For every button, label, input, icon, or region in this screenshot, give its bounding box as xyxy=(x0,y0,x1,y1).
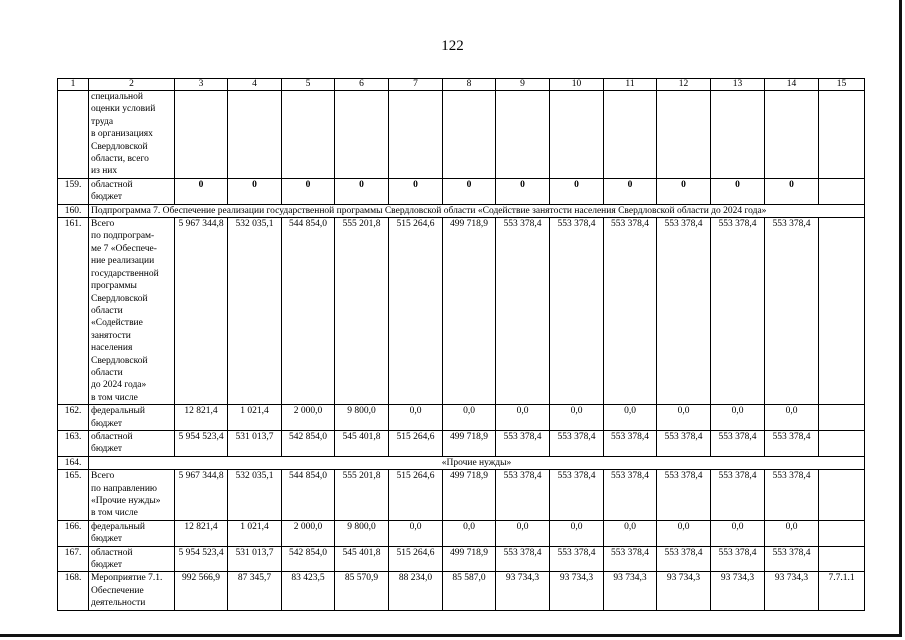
value-cell: 553 378,4 xyxy=(550,218,604,405)
header-cell-11: 11 xyxy=(604,79,657,91)
value-cell: 515 264,6 xyxy=(389,546,443,572)
header-cell-9: 9 xyxy=(496,79,550,91)
page-number: 122 xyxy=(441,38,464,54)
value-cell: 93 734,3 xyxy=(604,572,657,610)
value-cell: 0,0 xyxy=(765,520,819,546)
row-label xyxy=(89,178,175,204)
target-cell xyxy=(819,546,865,572)
value-cell: 93 734,3 xyxy=(765,572,819,610)
row-label-line: «Содействие xyxy=(91,318,143,329)
header-cell-14: 14 xyxy=(765,79,819,91)
target-cell xyxy=(819,218,865,405)
value-cell xyxy=(711,91,765,179)
value-cell: 542 854,0 xyxy=(282,546,335,572)
value-cell: 0,0 xyxy=(496,520,550,546)
table-row xyxy=(58,218,865,405)
value-cell: 0 xyxy=(711,178,765,204)
value-cell: 0,0 xyxy=(657,405,711,431)
table-row xyxy=(58,204,865,217)
row-number: 163. xyxy=(58,430,89,456)
row-label-line: оценки условий xyxy=(91,104,156,115)
row-label-line: до 2024 года» xyxy=(91,380,147,391)
row-label xyxy=(89,546,175,572)
value-cell: 553 378,4 xyxy=(550,430,604,456)
row-number xyxy=(58,91,89,179)
value-cell: 545 401,8 xyxy=(335,546,389,572)
header-cell-2: 2 xyxy=(89,79,175,91)
row-number: 162. xyxy=(58,405,89,431)
row-label-line: бюджет xyxy=(91,444,123,455)
value-cell: 0 xyxy=(657,178,711,204)
table-row xyxy=(58,520,865,546)
value-cell: 553 378,4 xyxy=(550,470,604,521)
value-cell: 9 800,0 xyxy=(335,520,389,546)
value-cell xyxy=(282,91,335,179)
row-number: 165. xyxy=(58,470,89,521)
value-cell: 85 570,9 xyxy=(335,572,389,610)
value-cell: 5 954 523,4 xyxy=(175,430,228,456)
value-cell: 555 201,8 xyxy=(335,218,389,405)
table-row xyxy=(58,430,865,456)
budget-table xyxy=(57,78,865,611)
target-cell xyxy=(819,178,865,204)
row-label-line: по подпрограм- xyxy=(91,231,155,242)
header-cell-6: 6 xyxy=(335,79,389,91)
row-label-line: бюджет xyxy=(91,192,123,203)
value-cell: 553 378,4 xyxy=(496,546,550,572)
value-cell: 0,0 xyxy=(550,520,604,546)
row-label-line: занятости xyxy=(91,330,131,341)
header-cell-5: 5 xyxy=(282,79,335,91)
value-cell: 0,0 xyxy=(389,520,443,546)
row-label-line: из них xyxy=(91,166,118,177)
target-cell xyxy=(819,405,865,431)
row-label xyxy=(89,520,175,546)
value-cell: 93 734,3 xyxy=(711,572,765,610)
table-header-row xyxy=(58,79,865,91)
value-cell xyxy=(604,91,657,179)
table-row xyxy=(58,546,865,572)
header-cell-13: 13 xyxy=(711,79,765,91)
row-label-line: труда xyxy=(91,116,114,127)
row-label-line: федеральный xyxy=(91,406,145,417)
target-cell xyxy=(819,470,865,521)
value-cell: 553 378,4 xyxy=(604,470,657,521)
value-cell: 0,0 xyxy=(443,405,496,431)
row-label-line: Свердловской xyxy=(91,355,148,366)
value-cell: 531 013,7 xyxy=(228,546,282,572)
value-cell: 992 566,9 xyxy=(175,572,228,610)
value-cell xyxy=(657,91,711,179)
value-cell: 0,0 xyxy=(604,520,657,546)
value-cell: 0 xyxy=(443,178,496,204)
section-title-cell: Подпрограмма 7. Обеспечение реализации государственной программы Свердловской области «Содействие занятости населения Свердловской области до 2024 года» xyxy=(89,204,865,217)
value-cell: 553 378,4 xyxy=(496,470,550,521)
value-cell: 532 035,1 xyxy=(228,470,282,521)
row-number: 159. xyxy=(58,178,89,204)
table-row xyxy=(58,405,865,431)
value-cell: 515 264,6 xyxy=(389,430,443,456)
value-cell: 0 xyxy=(335,178,389,204)
header-cell-4: 4 xyxy=(228,79,282,91)
value-cell: 87 345,7 xyxy=(228,572,282,610)
row-label-line: ме 7 «Обеспече- xyxy=(91,243,157,254)
target-cell xyxy=(819,520,865,546)
table-row xyxy=(58,178,865,204)
value-cell: 553 378,4 xyxy=(657,546,711,572)
header-cell-12: 12 xyxy=(657,79,711,91)
value-cell: 1 021,4 xyxy=(228,405,282,431)
value-cell: 0 xyxy=(765,178,819,204)
value-cell: 553 378,4 xyxy=(711,470,765,521)
target-cell xyxy=(819,430,865,456)
section-title-cell: «Прочие нужды» xyxy=(89,456,865,469)
value-cell xyxy=(228,91,282,179)
row-label xyxy=(89,91,175,179)
value-cell: 0 xyxy=(228,178,282,204)
row-label-line: программы xyxy=(91,281,137,292)
value-cell: 2 000,0 xyxy=(282,405,335,431)
row-label-line: Свердловской xyxy=(91,141,148,152)
table-row xyxy=(58,470,865,521)
value-cell: 1 021,4 xyxy=(228,520,282,546)
value-cell: 553 378,4 xyxy=(496,218,550,405)
row-label-line: Свердловской xyxy=(91,293,148,304)
value-cell xyxy=(765,91,819,179)
row-label-line: области, всего xyxy=(91,154,149,165)
value-cell: 12 821,4 xyxy=(175,405,228,431)
row-number: 167. xyxy=(58,546,89,572)
row-label-line: «Прочие нужды» xyxy=(91,496,161,506)
value-cell: 9 800,0 xyxy=(335,405,389,431)
value-cell: 499 718,9 xyxy=(443,218,496,405)
value-cell: 93 734,3 xyxy=(657,572,711,610)
value-cell: 0 xyxy=(496,178,550,204)
row-label-line: государственной xyxy=(91,268,159,279)
value-cell: 85 587,0 xyxy=(443,572,496,610)
value-cell: 553 378,4 xyxy=(765,218,819,405)
row-label-line: бюджет xyxy=(91,534,123,545)
value-cell xyxy=(496,91,550,179)
value-cell: 544 854,0 xyxy=(282,470,335,521)
row-label-line: в том числе xyxy=(91,392,138,403)
value-cell: 515 264,6 xyxy=(389,218,443,405)
value-cell: 499 718,9 xyxy=(443,546,496,572)
row-label-line: областной xyxy=(91,547,133,558)
row-number: 166. xyxy=(58,520,89,546)
row-label-line: области xyxy=(91,367,123,378)
row-label-line: Всего xyxy=(91,219,115,230)
row-label-line: специальной xyxy=(91,92,143,102)
value-cell: 553 378,4 xyxy=(711,430,765,456)
value-cell: 0,0 xyxy=(711,405,765,431)
row-label-line: Всего xyxy=(91,471,115,482)
value-cell: 553 378,4 xyxy=(657,430,711,456)
value-cell: 515 264,6 xyxy=(389,470,443,521)
value-cell: 5 967 344,8 xyxy=(175,470,228,521)
value-cell: 553 378,4 xyxy=(496,430,550,456)
row-label-line: деятельности xyxy=(91,598,146,609)
row-label-line: ние реализации xyxy=(91,256,155,267)
row-label-line: Обеспечение xyxy=(91,585,144,596)
value-cell: 555 201,8 xyxy=(335,470,389,521)
table-row xyxy=(58,456,865,469)
header-cell-15: 15 xyxy=(819,79,865,91)
value-cell: 553 378,4 xyxy=(657,470,711,521)
row-label-line: бюджет xyxy=(91,560,123,571)
value-cell: 553 378,4 xyxy=(711,546,765,572)
row-number: 168. xyxy=(58,572,89,610)
header-cell-7: 7 xyxy=(389,79,443,91)
value-cell: 0,0 xyxy=(550,405,604,431)
value-cell: 553 378,4 xyxy=(604,430,657,456)
row-label-line: области xyxy=(91,305,123,316)
row-label-line: в том числе xyxy=(91,508,138,519)
value-cell: 0,0 xyxy=(389,405,443,431)
row-number: 160. xyxy=(58,204,89,217)
value-cell: 0,0 xyxy=(496,405,550,431)
value-cell: 553 378,4 xyxy=(765,430,819,456)
value-cell: 532 035,1 xyxy=(228,218,282,405)
row-label xyxy=(89,405,175,431)
value-cell: 0,0 xyxy=(604,405,657,431)
value-cell: 83 423,5 xyxy=(282,572,335,610)
target-cell: 7.7.1.1 xyxy=(819,572,865,610)
value-cell: 0,0 xyxy=(711,520,765,546)
value-cell xyxy=(335,91,389,179)
value-cell: 553 378,4 xyxy=(711,218,765,405)
value-cell: 0 xyxy=(604,178,657,204)
value-cell: 544 854,0 xyxy=(282,218,335,405)
value-cell: 88 234,0 xyxy=(389,572,443,610)
value-cell: 12 821,4 xyxy=(175,520,228,546)
value-cell: 553 378,4 xyxy=(765,546,819,572)
table-row xyxy=(58,572,865,610)
value-cell: 553 378,4 xyxy=(550,546,604,572)
value-cell: 5 967 344,8 xyxy=(175,218,228,405)
row-label-line: бюджет xyxy=(91,418,123,429)
row-label-line: в организациях xyxy=(91,129,153,140)
row-number: 161. xyxy=(58,218,89,405)
value-cell: 0,0 xyxy=(765,405,819,431)
row-label-line: Мероприятие 7.1. xyxy=(91,573,163,584)
value-cell: 553 378,4 xyxy=(657,218,711,405)
value-cell: 0 xyxy=(389,178,443,204)
header-cell-8: 8 xyxy=(443,79,496,91)
value-cell: 531 013,7 xyxy=(228,430,282,456)
header-cell-3: 3 xyxy=(175,79,228,91)
value-cell: 499 718,9 xyxy=(443,470,496,521)
value-cell: 0 xyxy=(550,178,604,204)
value-cell: 553 378,4 xyxy=(604,546,657,572)
value-cell xyxy=(443,91,496,179)
value-cell: 93 734,3 xyxy=(550,572,604,610)
value-cell xyxy=(550,91,604,179)
row-label xyxy=(89,572,175,610)
value-cell: 0,0 xyxy=(657,520,711,546)
row-label xyxy=(89,470,175,521)
value-cell: 545 401,8 xyxy=(335,430,389,456)
value-cell: 499 718,9 xyxy=(443,430,496,456)
row-label xyxy=(89,218,175,405)
table-row xyxy=(58,91,865,179)
value-cell: 542 854,0 xyxy=(282,430,335,456)
row-label-line: населения xyxy=(91,343,133,354)
row-label xyxy=(89,430,175,456)
value-cell: 2 000,0 xyxy=(282,520,335,546)
value-cell: 0 xyxy=(175,178,228,204)
row-label-line: областной xyxy=(91,179,133,190)
value-cell xyxy=(389,91,443,179)
value-cell: 0 xyxy=(282,178,335,204)
row-label-line: федеральный xyxy=(91,521,145,532)
target-cell xyxy=(819,91,865,179)
row-label-line: по направлению xyxy=(91,483,158,494)
value-cell xyxy=(175,91,228,179)
header-cell-1: 1 xyxy=(58,79,89,91)
value-cell: 553 378,4 xyxy=(765,470,819,521)
value-cell: 0,0 xyxy=(443,520,496,546)
row-label-line: областной xyxy=(91,431,133,442)
value-cell: 93 734,3 xyxy=(496,572,550,610)
row-number: 164. xyxy=(58,456,89,469)
table-body xyxy=(58,79,865,611)
value-cell: 553 378,4 xyxy=(604,218,657,405)
header-cell-10: 10 xyxy=(550,79,604,91)
value-cell: 5 954 523,4 xyxy=(175,546,228,572)
